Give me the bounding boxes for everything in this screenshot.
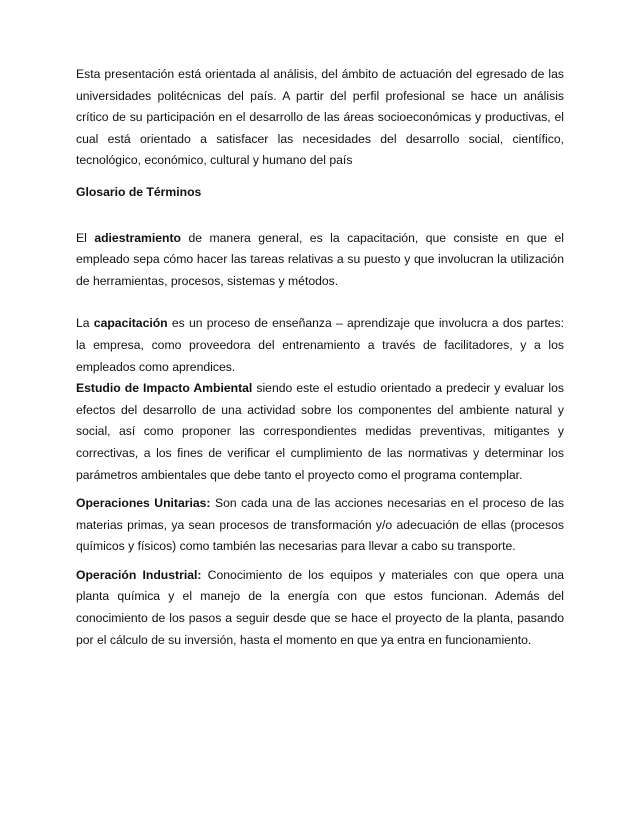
term-definition: de manera general, es la capacitación, que consiste en que el empleado sepa cómo hacer las tareas relativas a su puesto y que involucran la utilización de herramientas, procesos, sistemas y métodos. bbox=[76, 230, 564, 288]
term-definition: Son cada una de las acciones necesarias en el proceso de las materias primas, ya sean procesos de transformación y/o adecuación de ellas (procesos químicos y físicos) como también las necesarias para llevar a cabo su transporte. bbox=[76, 496, 564, 554]
term-definition: es un proceso de enseñanza – aprendizaje que involucra a dos partes: la empresa, como proveedora del entrenamiento a través de facilitadores, y a los empleados como aprendices. bbox=[76, 316, 564, 374]
term-label: Operación Industrial: bbox=[76, 567, 202, 582]
term-capacitacion bbox=[76, 313, 564, 378]
term-operacion-industrial bbox=[76, 565, 564, 651]
term-operaciones-unitarias bbox=[76, 493, 564, 558]
term-prefix: La bbox=[76, 316, 94, 331]
term-label: Estudio de Impacto Ambiental bbox=[76, 381, 253, 396]
term-adiestramiento bbox=[76, 228, 564, 293]
term-label: capacitación bbox=[93, 316, 168, 331]
intro-paragraph: Esta presentación está orientada al análisis, del ámbito de actuación del egresado de las universidades politécnicas del país. A partir del perfil profesional se hace un análisis crítico de su participación en el desarrollo de las áreas socioeconómicas y productivas, el cual está orientado a satisfacer las necesidades del desarrollo social, científico, tecnológico, económico, cultural y humano del país bbox=[76, 67, 564, 168]
term-prefix: El bbox=[76, 230, 95, 245]
term-definition: siendo este el estudio orientado a predecir y evaluar los efectos del desarrollo de una actividad sobre los componentes del ambiente natural y social, así como proponer las correspondientes medidas preventivas, mitigantes y correctivas, a los fines de verificar el cumplimiento de las normativas y determinar los parámetros ambientales que debe tanto el proyecto como el programa contemplar. bbox=[76, 381, 564, 482]
term-estudio-impacto-ambiental bbox=[76, 378, 564, 486]
glossary-heading: Glosario de Términos bbox=[76, 184, 202, 199]
term-label: Operaciones Unitarias: bbox=[76, 496, 211, 511]
document-page bbox=[76, 64, 564, 651]
term-definition: Conocimiento de los equipos y materiales con que opera una planta química y el manejo de la energía con que estos funcionan. Además del conocimiento de los pasos a seguir desde que se hace el proyecto de la planta, pasando por el cálculo de su inversión, hasta el momento en que ya entra en funcionamiento. bbox=[76, 567, 564, 647]
term-label: adiestramiento bbox=[94, 230, 182, 245]
